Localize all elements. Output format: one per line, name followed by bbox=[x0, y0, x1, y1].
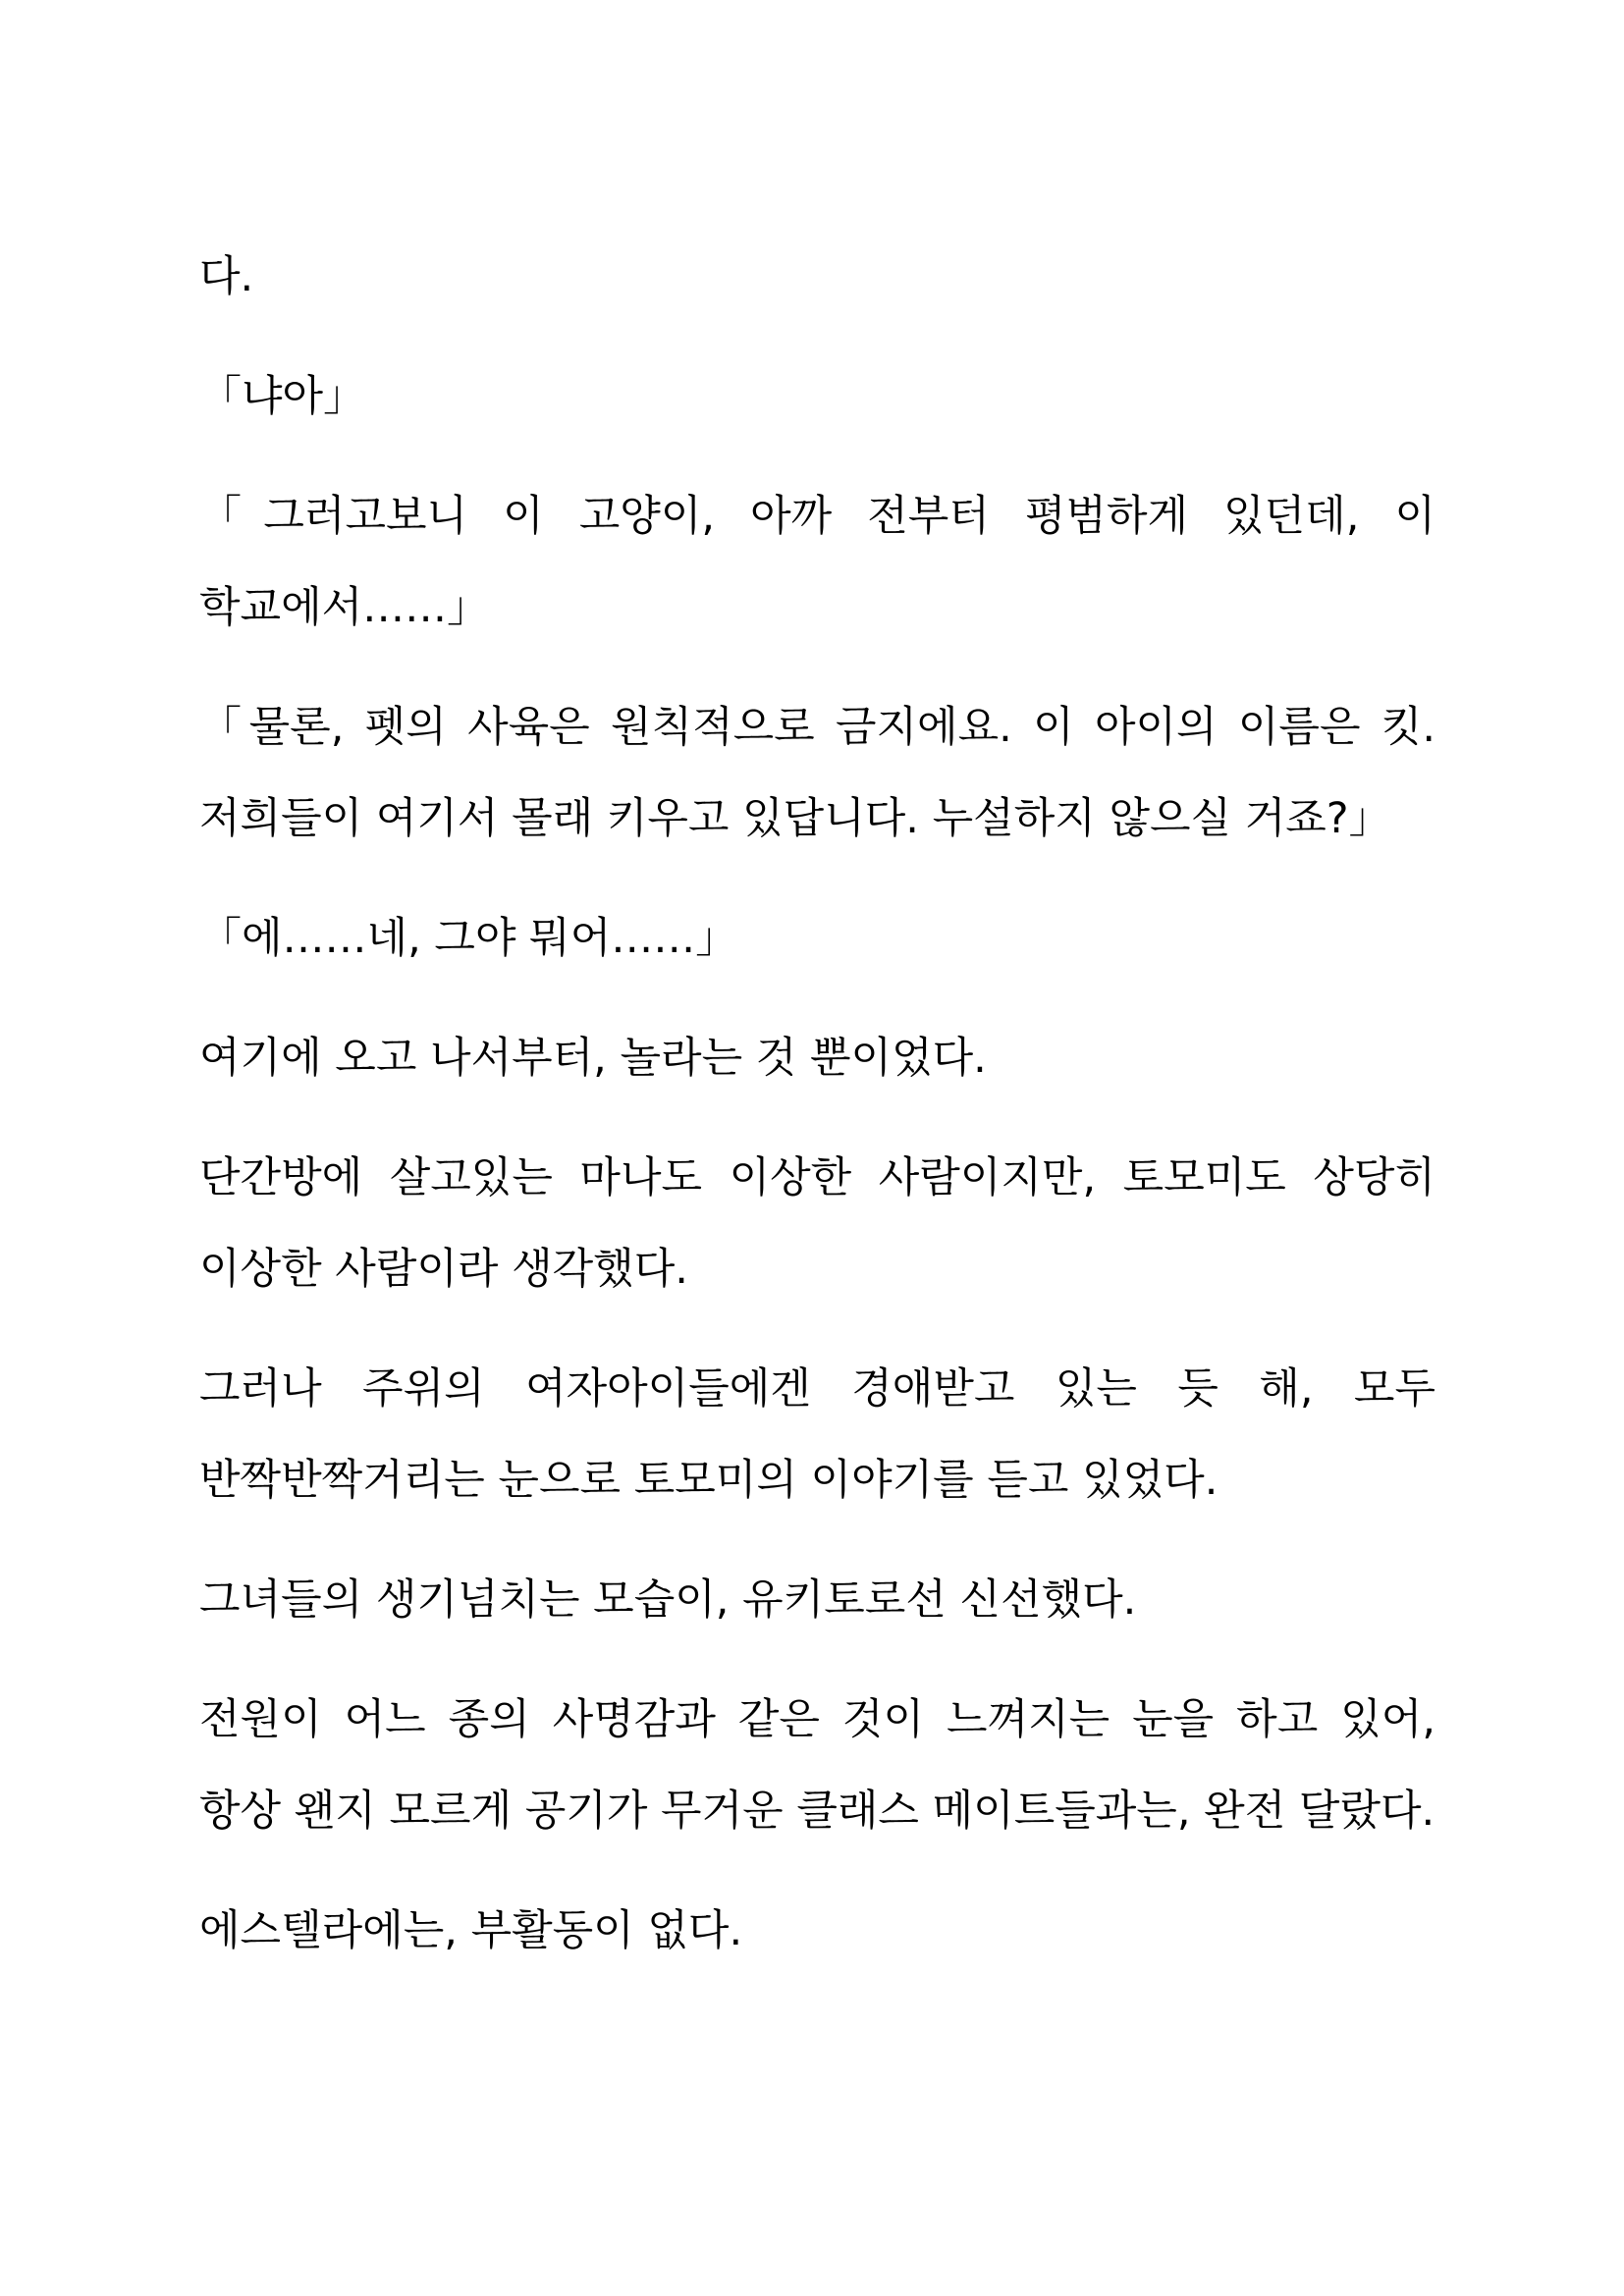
paragraph: 그러나 주위의 여자아이들에겐 경애받고 있는 듯 해, 모두 반짝반짝거리는 눈으로 토모미의 이야기를 듣고 있었다. bbox=[199, 1364, 1435, 1505]
dialogue-line: 「냐아」 bbox=[199, 372, 366, 421]
dialogue-line: 「물론, 펫의 사육은 원칙적으로 금지에요. 이 아이의 이름은 킷. 저희들이 여기서 몰래 키우고 있답니다. 누설하지 않으실 거죠?」 bbox=[199, 703, 1435, 843]
paragraph: 여기에 오고 나서부터, 놀라는 것 뿐이었다. bbox=[199, 1034, 987, 1083]
paragraph: 다. bbox=[199, 252, 254, 301]
paragraph: 단간방에 살고있는 마나도 이상한 사람이지만, 토모미도 상당히 이상한 사람이라 생각했다. bbox=[199, 1153, 1435, 1294]
dialogue-line: 「그러고보니 이 고양이, 아까 전부터 평범하게 있던데, 이 학교에서……」 bbox=[199, 492, 1435, 632]
body-text bbox=[199, 232, 1435, 1977]
dialogue-line: 「에……네, 그야 뭐어……」 bbox=[199, 914, 738, 963]
paragraph: 에스텔라에는, 부활동이 없다. bbox=[199, 1906, 743, 1955]
paragraph: 그녀들의 생기넘치는 모습이, 유키토로선 신선했다. bbox=[199, 1575, 1137, 1625]
paragraph: 전원이 어느 종의 사명감과 같은 것이 느껴지는 눈을 하고 있어, 항상 왠지 모르게 공기가 무거운 클래스 메이트들과는, 완전 달랐다. bbox=[199, 1695, 1435, 1836]
